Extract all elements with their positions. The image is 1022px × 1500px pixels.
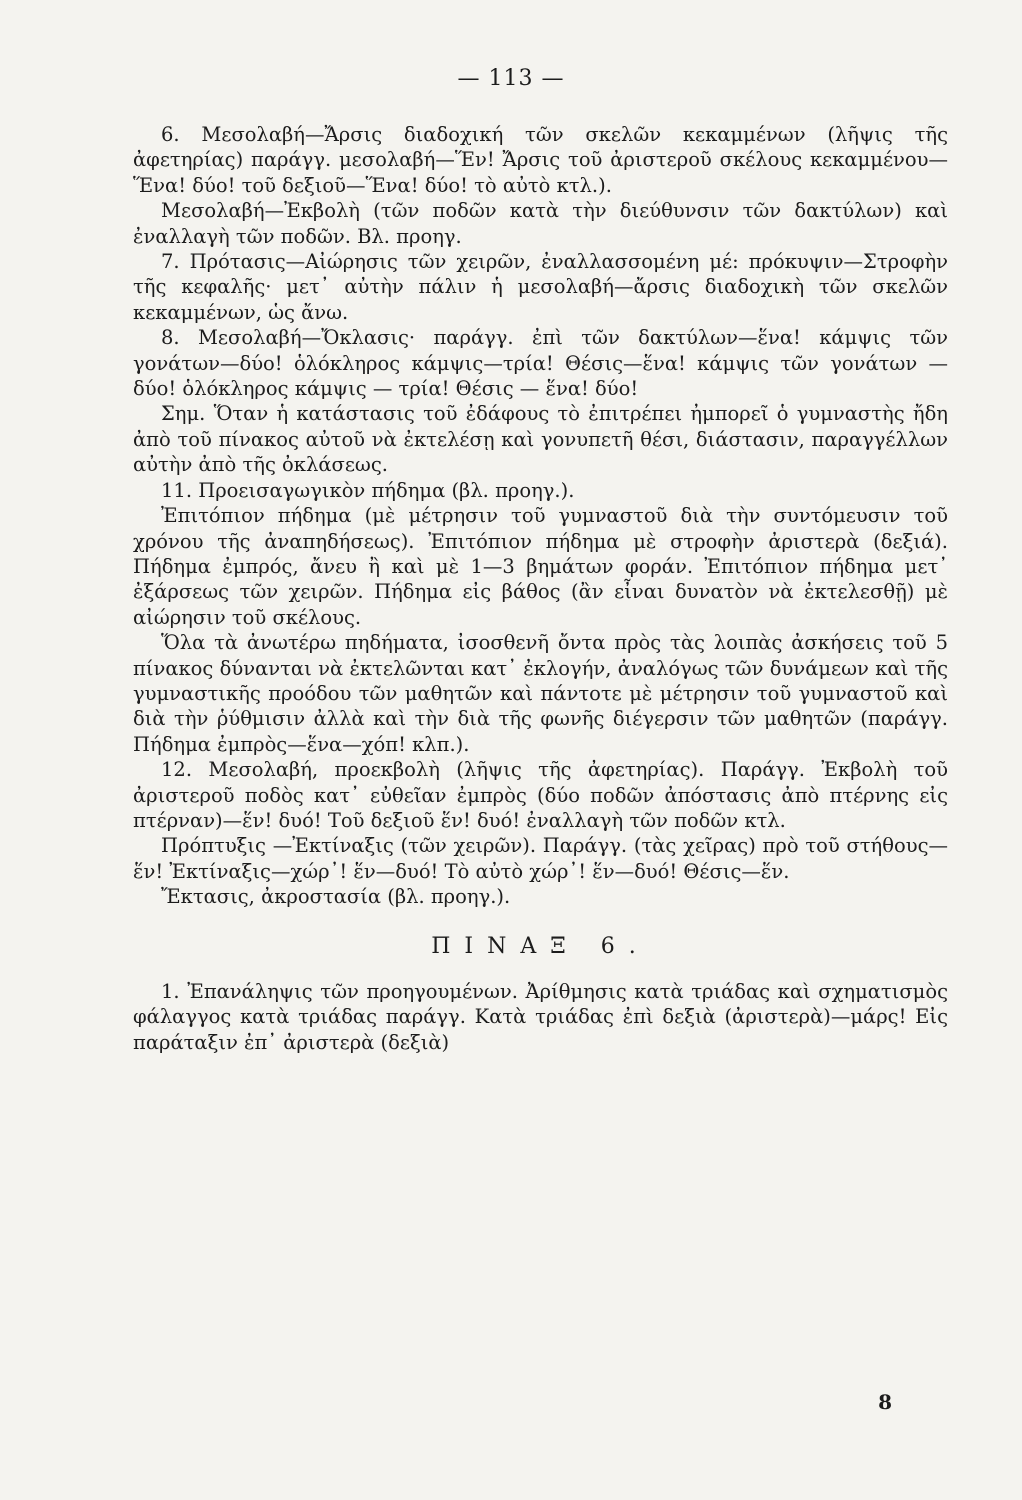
signature-mark: 8 <box>878 1390 892 1414</box>
paragraph-note: Σημ. Ὅταν ἡ κατάστασις τοῦ ἐδάφους τὸ ἐπιτρέπει ἠμπορεῖ ὁ γυμναστὴς ἤδη ἀπὸ τοῦ πίνακος αὐτοῦ νὰ ἐκτελέσῃ καὶ γονυπετῆ θέσι, διάστασιν, παραγγέλλων αὐτὴν ἀπὸ τῆς ὀκλάσεως. <box>133 402 948 477</box>
paragraph-ektasis: Ἔκτασις, ἀκροστασία (βλ. προηγ.). <box>161 885 511 909</box>
paragraph-table6-1: 1. Ἐπανάληψις τῶν προηγουμένων. Ἀρίθμησις κατὰ τριάδας καὶ σχηματισμὸς φάλαγγος κατὰ τριάδας παράγγ. Κατὰ τριάδας ἐπὶ δεξιὰ (ἀριστερὰ)—μάρς! Εἰς παράταξιν ἐπ᾽ ἀριστερὰ (δεξιὰ) <box>133 980 948 1054</box>
paragraph-12: 12. Μεσολαβή, προεκβολὴ (λῆψις τῆς ἀφετηρίας). Παράγγ. Ἐκβολὴ τοῦ ἀριστεροῦ ποδὸς κατ᾽ εὐθεῖαν ἐμπρὸς (δύο ποδῶν ἀπόστασις ἀπὸ πτέρνης εἰς πτέρναν)—ἕν! δυό! Τοῦ δεξιοῦ ἕν! δυό! ἐναλλαγὴ τῶν ποδῶν κτλ. <box>133 758 948 832</box>
paragraph-all-jumps: Ὅλα τὰ ἀνωτέρω πηδήματα, ἰσοσθενῆ ὄντα πρὸς τὰς λοιπὰς ἀσκήσεις τοῦ 5 πίνακος δύνανται νὰ ἐκτελῶνται κατ᾽ ἐκλογήν, ἀναλόγως τῶν δυνάμεων καὶ τῆς γυμναστικῆς προόδου τῶν μαθητῶν καὶ πάντοτε μὲ μέτρησιν τοῦ γυμναστοῦ καὶ διὰ τὴν ῥύθμισιν ἀλλὰ καὶ τὴν διὰ τῆς φωνῆς διέγερσιν τῶν μαθητῶν (παράγγ. Πήδημα ἐμπρὸς—ἕνα—χόπ! κλπ.). <box>133 631 948 756</box>
paragraph-proptyxis: Πρόπτυξις —Ἐκτίναξις (τῶν χειρῶν). Παράγγ. (τὰς χεῖρας) πρὸ τοῦ στήθους—ἕν! Ἐκτίναξις—χώρ᾽! ἕν—δυό! Τὸ αὐτὸ χώρ᾽! ἕν—δυό! Θέσις—ἕν. <box>133 834 948 883</box>
paragraph-6: 6. Μεσολαβή—Ἄρσις διαδοχική τῶν σκελῶν κεκαμμένων (λῆψις τῆς ἀφετηρίας) παράγγ. μεσολαβή—Ἕν! Ἄρσις τοῦ ἀριστεροῦ σκέλους κεκαμμένου—Ἕνα! δύο! τοῦ δεξιοῦ—Ἕνα! δύο! τὸ αὐτὸ κτλ.). <box>133 123 948 197</box>
paragraph-11: 11. Προεισαγωγικὸν πήδημα (βλ. προηγ.). <box>161 478 575 502</box>
page-body <box>133 122 948 1055</box>
table-heading: ΠΙΝΑΞ 6. <box>431 933 650 959</box>
paragraph-jumps: Ἐπιτόπιον πήδημα (μὲ μέτρησιν τοῦ γυμναστοῦ διὰ τὴν συντόμευσιν τοῦ χρόνου τῆς ἀναπηδήσεως). Ἐπιτόπιον πήδημα μὲ στροφὴν ἀριστερὰ (δεξιά). Πήδημα ἐμπρός, ἄνευ ἢ καὶ μὲ 1—3 βημάτων φοράν. Ἐπιτόπιον πήδημα μετ᾽ ἐξάρσεως τῶν χειρῶν. Πήδημα εἰς βάθος (ἂν εἶναι δυνατὸν νὰ ἐκτελεσθῇ) μὲ αἰώρησιν τοῦ σκέλους. <box>133 504 948 629</box>
paragraph-7: 7. Πρότασις—Αἰώρησις τῶν χειρῶν, ἐναλλασσομένη μέ: πρόκυψιν—Στροφὴν τῆς κεφαλῆς· μετ᾽ αὐτὴν πάλιν ἡ μεσολαβή—ἄρσις διαδοχικὴ τῶν σκελῶν κεκαμμένων, ὡς ἄνω. <box>133 250 948 324</box>
page-number: — 113 — <box>457 66 565 91</box>
paragraph-mesolavi-ekvoli: Μεσολαβή—Ἐκβολὴ (τῶν ποδῶν κατὰ τὴν διεύθυνσιν τῶν δακτύλων) καὶ ἐναλλαγὴ τῶν ποδῶν. Βλ. προηγ. <box>133 199 948 248</box>
paragraph-8: 8. Μεσολαβή—Ὄκλασις· παράγγ. ἐπὶ τῶν δακτύλων—ἕνα! κάμψις τῶν γονάτων—δύο! ὁλόκληρος κάμψις—τρία! Θέσις—ἕνα! κάμψις τῶν γονάτων — δύο! ὁλόκληρος κάμψις — τρία! Θέσις — ἕνα! δύο! <box>133 326 948 401</box>
